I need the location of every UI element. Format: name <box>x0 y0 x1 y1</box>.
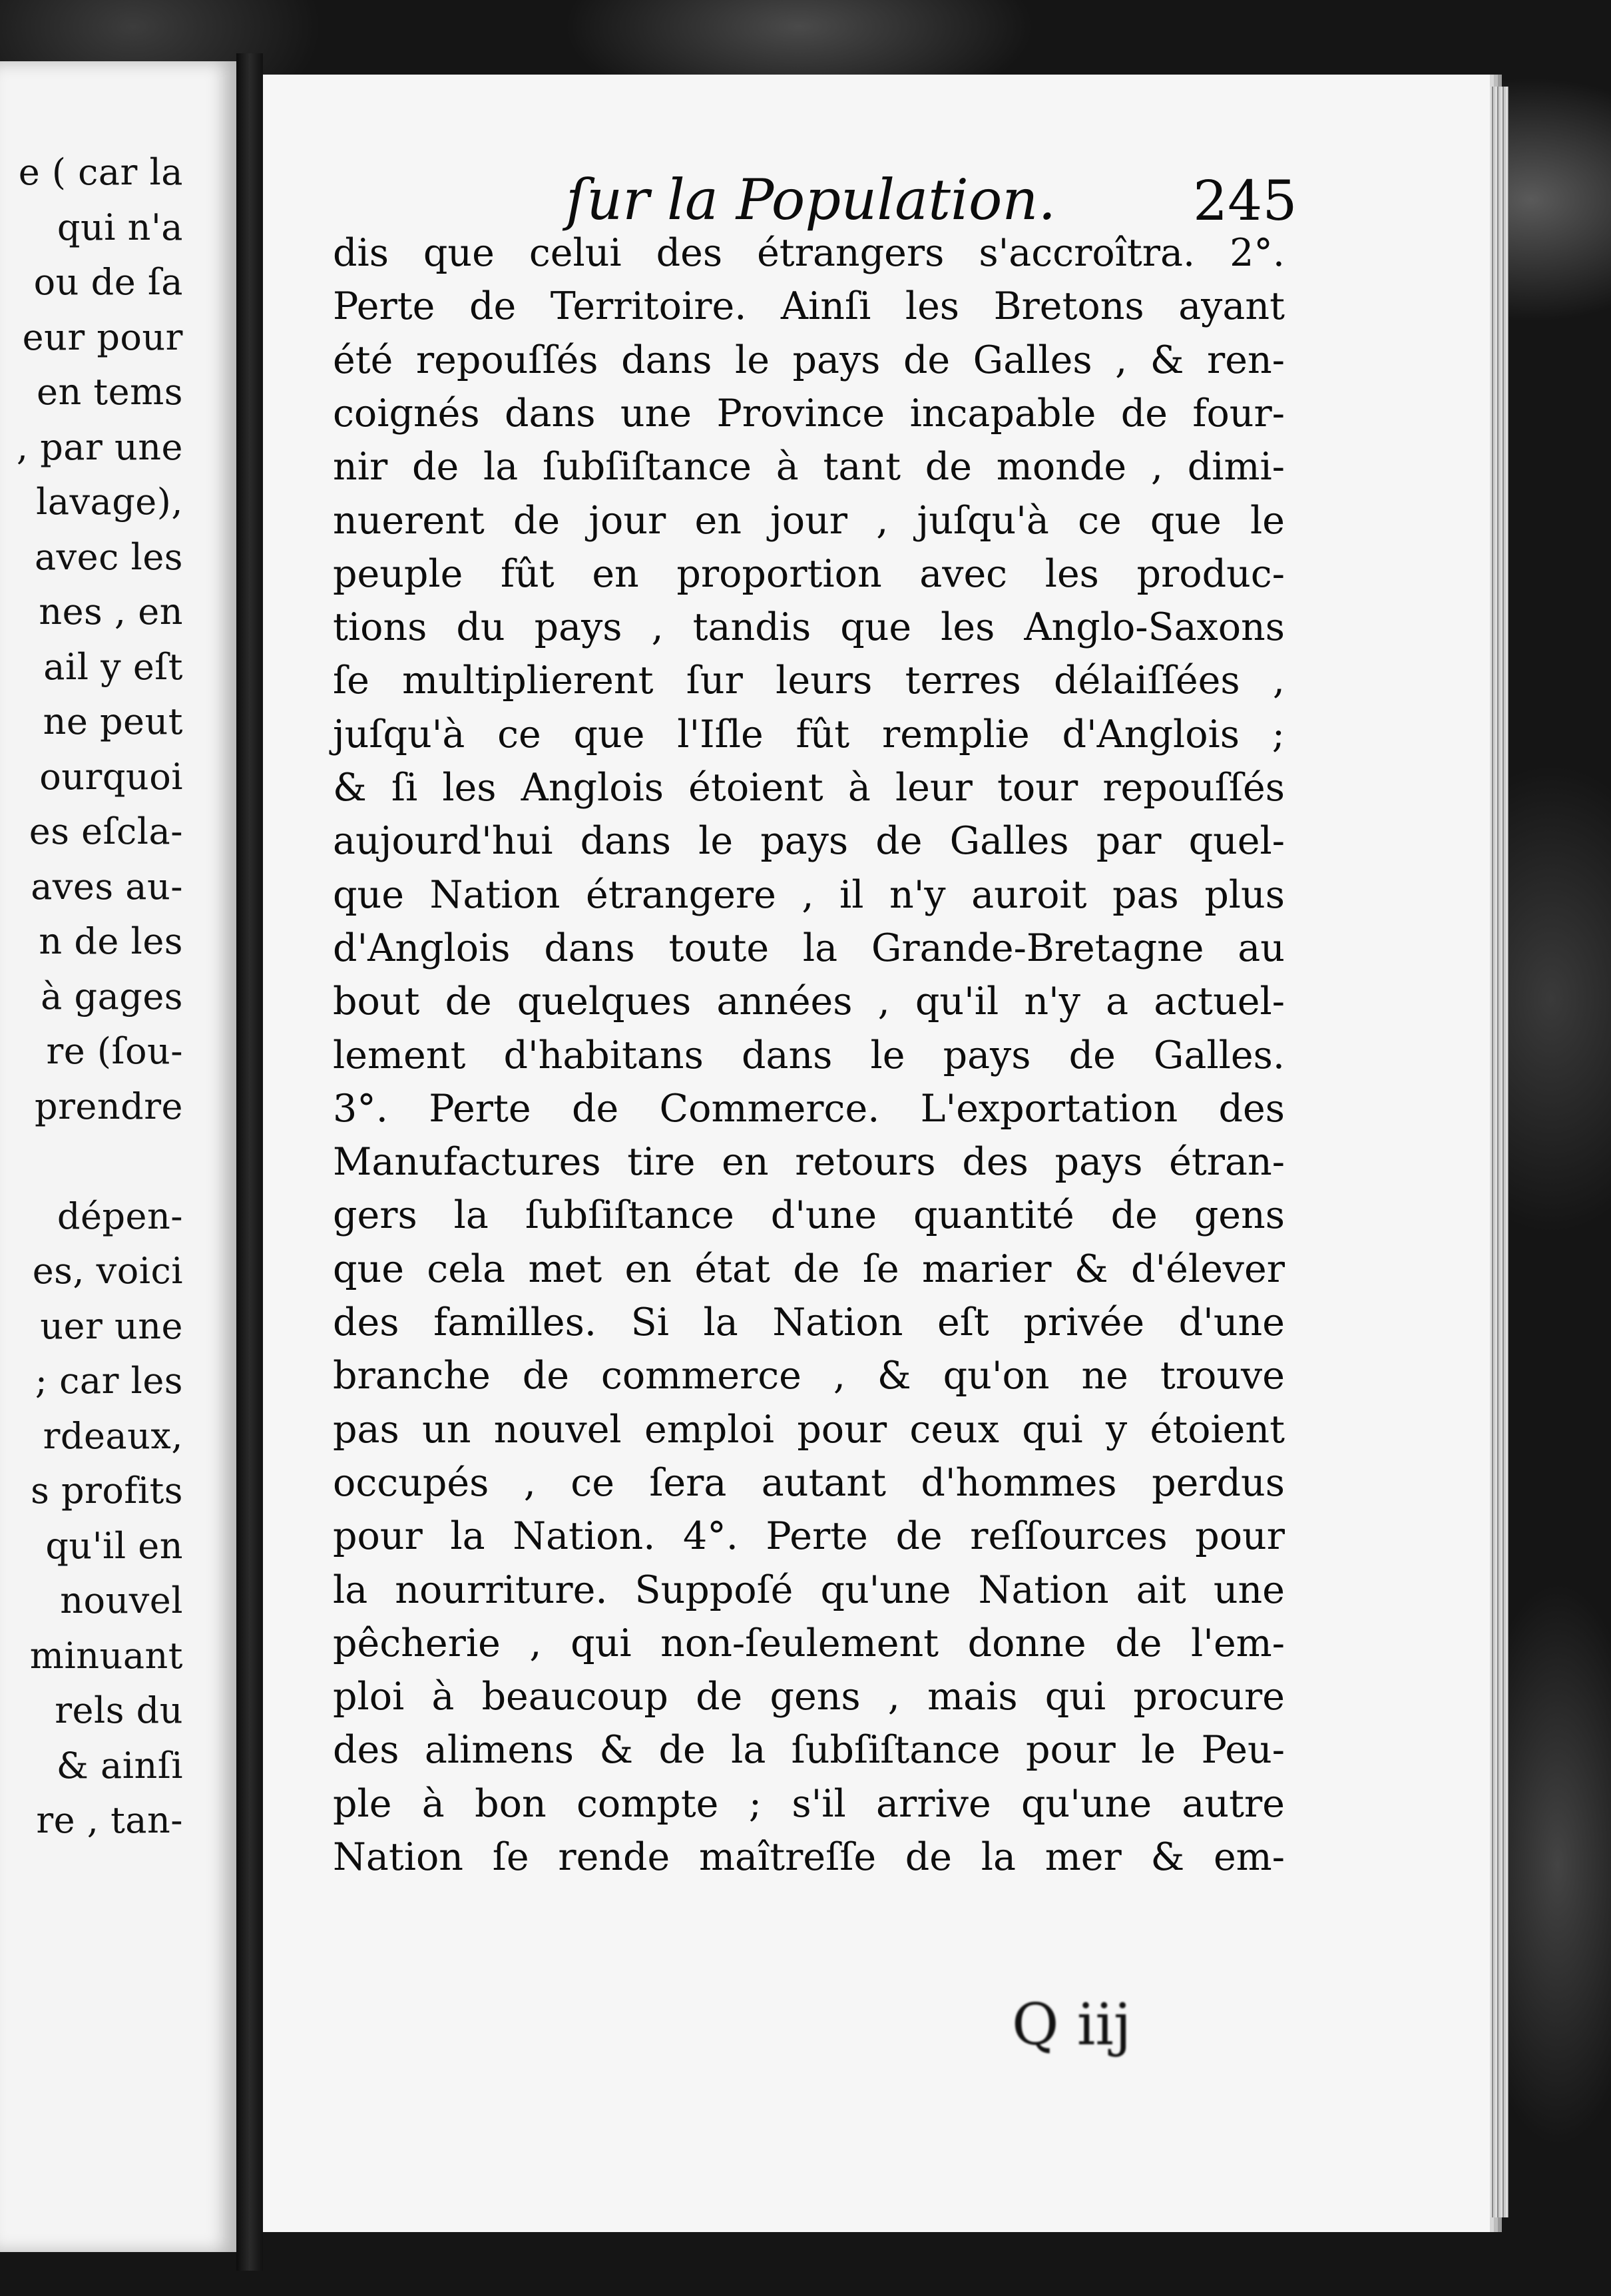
left-text-line: e ( car la <box>18 151 183 193</box>
left-text-line: lavage), <box>36 481 183 523</box>
left-text-line: n de les <box>39 920 183 962</box>
text-line: lement d'habitans dans le pays de Galles. <box>333 1033 1285 1077</box>
text-line: été repouſſés dans le pays de Galles , & ren- <box>333 338 1285 382</box>
left-text-line: re , tan- <box>36 1799 183 1841</box>
left-text-line: prendre <box>35 1085 183 1127</box>
left-text-line: uer une <box>40 1305 183 1347</box>
book-gutter <box>236 53 263 2271</box>
text-line: 3°. Perte de Commerce. L'exportation des <box>333 1087 1285 1131</box>
left-text-line: eur pour <box>22 316 183 358</box>
text-line: occupés , ce ſera autant d'hommes perdus <box>333 1461 1285 1505</box>
left-text-line: ou de ſa <box>33 261 183 303</box>
page-edge <box>1490 87 1508 2217</box>
left-text-line: ne peut <box>43 701 183 742</box>
text-line: que Nation étrangere , il n'y auroit pas plus <box>333 873 1285 917</box>
left-text-line: rels du <box>55 1689 183 1731</box>
left-text-line: ; car les <box>35 1360 183 1402</box>
left-text-line: à gages <box>41 976 183 1017</box>
left-page <box>0 61 236 2252</box>
left-text-line: ail y eſt <box>43 646 183 688</box>
text-line: peuple fût en proportion avec les produc- <box>333 552 1285 596</box>
text-line: des alimens & de la ſubſiſtance pour le Peu- <box>333 1728 1285 1772</box>
left-text-line: s profits <box>31 1470 183 1512</box>
left-text-line: minuant <box>29 1635 183 1677</box>
text-line: d'Anglois dans toute la Grande-Bretagne au <box>333 926 1285 970</box>
left-text-line: re (ſou- <box>46 1030 183 1072</box>
text-line: ploi à beaucoup de gens , mais qui procure <box>333 1675 1285 1719</box>
text-line: juſqu'à ce que l'Iſle fût remplie d'Anglois ; <box>333 713 1285 756</box>
text-line: ſe multiplierent ſur leurs terres délaiſſées , <box>333 659 1285 703</box>
left-text-line: es, voici <box>32 1250 183 1292</box>
text-line: bout de quelques années , qu'il n'y a actuel- <box>333 980 1285 1023</box>
left-text-line: dépen- <box>57 1195 183 1237</box>
left-text-line: rdeaux, <box>43 1415 183 1457</box>
text-line: & ſi les Anglois étoient à leur tour repouſſés <box>333 766 1285 810</box>
left-text-line: & ainſi <box>56 1745 183 1787</box>
left-text-line: aves au- <box>31 866 183 908</box>
page-number: 245 <box>1193 170 1297 233</box>
text-line: dis que celui des étrangers s'accroîtra. 2°. <box>333 231 1285 275</box>
text-line: nuerent de jour en jour , juſqu'à ce que le <box>333 499 1285 543</box>
text-line: aujourd'hui dans le pays de Galles par quel- <box>333 819 1285 863</box>
text-line: pour la Nation. 4°. Perte de reſſources pour <box>333 1514 1285 1558</box>
left-text-line: nouvel <box>60 1579 183 1621</box>
text-line: ple à bon compte ; s'il arrive qu'une autre <box>333 1782 1285 1826</box>
text-line: Manufactures tire en retours des pays étran- <box>333 1140 1285 1184</box>
text-line: Nation ſe rende maîtreſſe de la mer & em- <box>333 1835 1285 1879</box>
running-head: ſur la Population. <box>566 167 1056 232</box>
left-text-line: ourquoi <box>39 756 183 798</box>
text-line: tions du pays , tandis que les Anglo-Saxons <box>333 605 1285 649</box>
text-line: pas un nouvel emploi pour ceux qui y étoient <box>333 1408 1285 1452</box>
left-text-line: qu'il en <box>45 1525 183 1567</box>
text-line: pêcherie , qui non-ſeulement donne de l'em- <box>333 1621 1285 1665</box>
text-line: coignés dans une Province incapable de four- <box>333 392 1285 435</box>
left-text-line: , par une <box>16 426 183 468</box>
left-text-line: nes , en <box>39 591 183 633</box>
text-line: nir de la ſubſiſtance à tant de monde , dimi- <box>333 445 1285 489</box>
text-line: gers la ſubſiſtance d'une quantité de gens <box>333 1193 1285 1237</box>
left-text-line: qui n'a <box>57 206 183 248</box>
signature-mark: Q iij <box>1012 1992 1132 2058</box>
left-text-line: es eſcla- <box>29 810 183 852</box>
left-text-line: en tems <box>37 371 183 413</box>
text-line: la nourriture. Suppoſé qu'une Nation ait une <box>333 1568 1285 1612</box>
text-line: Perte de Territoire. Ainſi les Bretons ayant <box>333 284 1285 328</box>
text-line: que cela met en état de ſe marier & d'élever <box>333 1247 1285 1291</box>
left-text-line: avec les <box>34 536 183 578</box>
text-line: des familles. Si la Nation eſt privée d'une <box>333 1300 1285 1344</box>
text-line: branche de commerce , & qu'on ne trouve <box>333 1354 1285 1398</box>
